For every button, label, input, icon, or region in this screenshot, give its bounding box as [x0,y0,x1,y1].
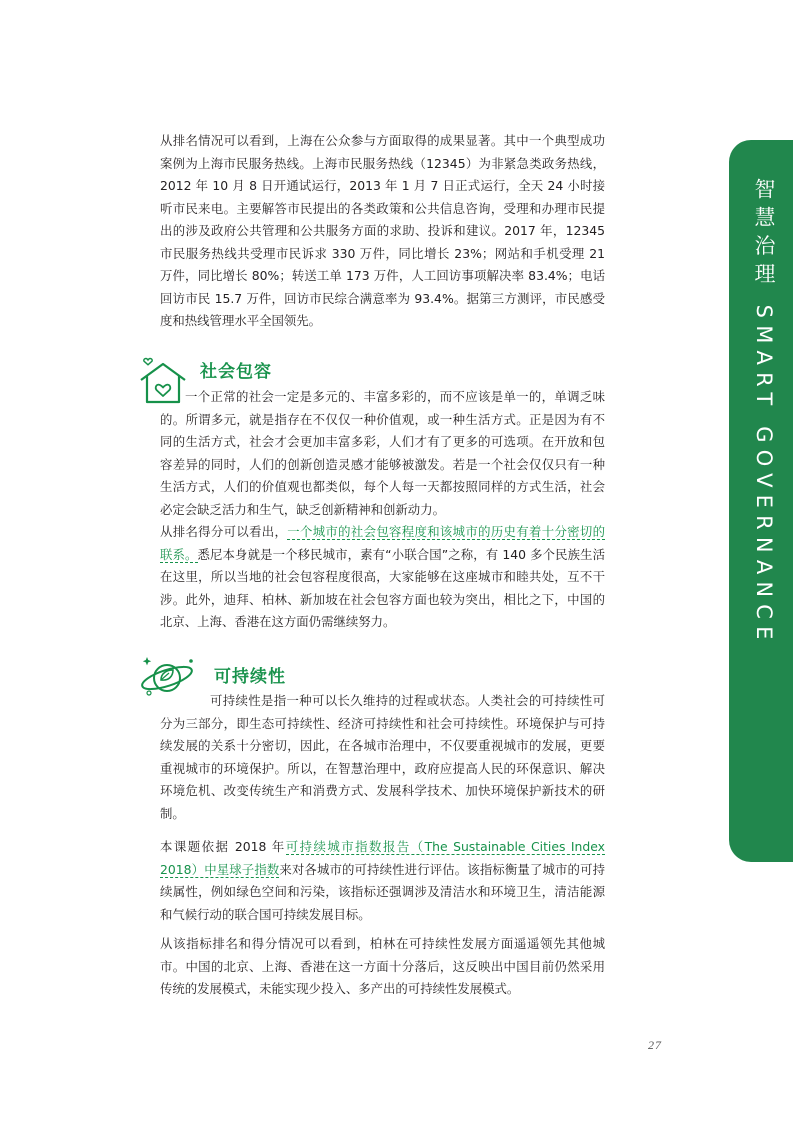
sustain-paragraph-2-rest: 来对各城市的可持续性进行评估。该指标衡量了城市的可持续属性，例如绿色空间和污染，该指标还强调涉及清洁水和环境卫生，清洁能源和气候行动的联合国可持续发展目标。 [160,861,605,922]
social-paragraph-2 [160,521,605,634]
social-paragraph-1: 一个正常的社会一定是多元的、丰富多彩的，而不应该是单一的，单调乏味的。所谓多元，就是指存在不仅仅一种价值观，或一种生活方式。正是因为有不同的生活方式，社会才会更加丰富多彩，人们才有了更多的可选项。在开放和包容差异的同时，人们的创新创造灵感才能够被激发。若是一个社会仅仅只有一种生活方式，人们的价值观也都类似，每个人每一天都按照同样的方式生活，社会必定会缺乏活力和生气，缺乏创新精神和创新动力。 [160,389,605,517]
intro-paragraph: 从排名情况可以看到，上海在公众参与方面取得的成果显著。其中一个典型成功案例为上海市民服务热线。上海市民服务热线（12345）为非紧急类政务热线，2012 年 10 月 8 日开通试运行，2013 年 1 月 7 日正式运行，全天 24 小时接听市民来电。主要解答市民提出的各类政策和公共信息咨询，受理和办理市民提出的涉及政府公共管理和公共服务方面的求助、投诉和建议。2017 年，12345 市民服务热线共受理市民诉求 330 万件，同比增长 23%；网站和手机受理 21 万件，同比增长 80%；转送工单 173 万件，人工回访事项解决率 83.4%；电话回访市民 15.7 万件，回访市民综合满意率为 93.4%。据第三方测评，市民感受度和热线管理水平全国领先。 [160,133,605,328]
sustain-paragraph-1: 可持续性是指一种可以长久维持的过程或状态。人类社会的可持续性可分为三部分，即生态可持续性、经济可持续性和社会可持续性。环境保护与可持续发展的关系十分密切，因此，在各城市治理中，不仅要重视城市的发展，更要重视城市的环境保护。所以，在智慧治理中，政府应提高人民的环保意识、解决环境危机、改变传统生产和消费方式、发展科学技术、加快环境保护新技术的研制。 [160,693,605,821]
sustain-highlight-text: 可持续城市指数报告（The Sustainable Cities Index 2018）中星球子指数 [160,839,605,877]
social-paragraph-2-rest: 悉尼本身就是一个移民城市，素有“小联合国”之称，有 140 多个民族生活在这里，所以当地的社会包容程度很高，大家能够在这座城市和睦共处，互不干涉。此外，迪拜、柏林、新加坡在社会包容方面也较为突出，相比之下，中国的北京、上海、香港在这方面仍需继续努力。 [160,546,605,629]
sustain-paragraph-3: 从该指标排名和得分情况可以看到，柏林在可持续性发展方面遥遥领先其他城市。中国的北京、上海、香港在这一方面十分落后，这反映出中国目前仍然采用传统的发展模式，未能实现少投入、多产出的可持续性发展模式。 [160,936,605,996]
sustain-paragraph-2 [160,836,605,926]
social-highlight-text: 一个城市的社会包容程度和该城市的历史有着十分密切的联系。 [160,524,606,562]
section-title-social-inclusion: 社会包容 [200,362,272,382]
sustain-paragraph-2-prefix: 本课题依据 2018 年 [160,839,286,854]
page-number: 27 [648,1038,662,1052]
social-paragraph-2-prefix: 从排名得分可以看出， [160,524,288,539]
side-tab-title: 智慧治理 SMART GOVERNANCE [752,178,776,647]
section-title-sustainability: 可持续性 [214,667,286,687]
